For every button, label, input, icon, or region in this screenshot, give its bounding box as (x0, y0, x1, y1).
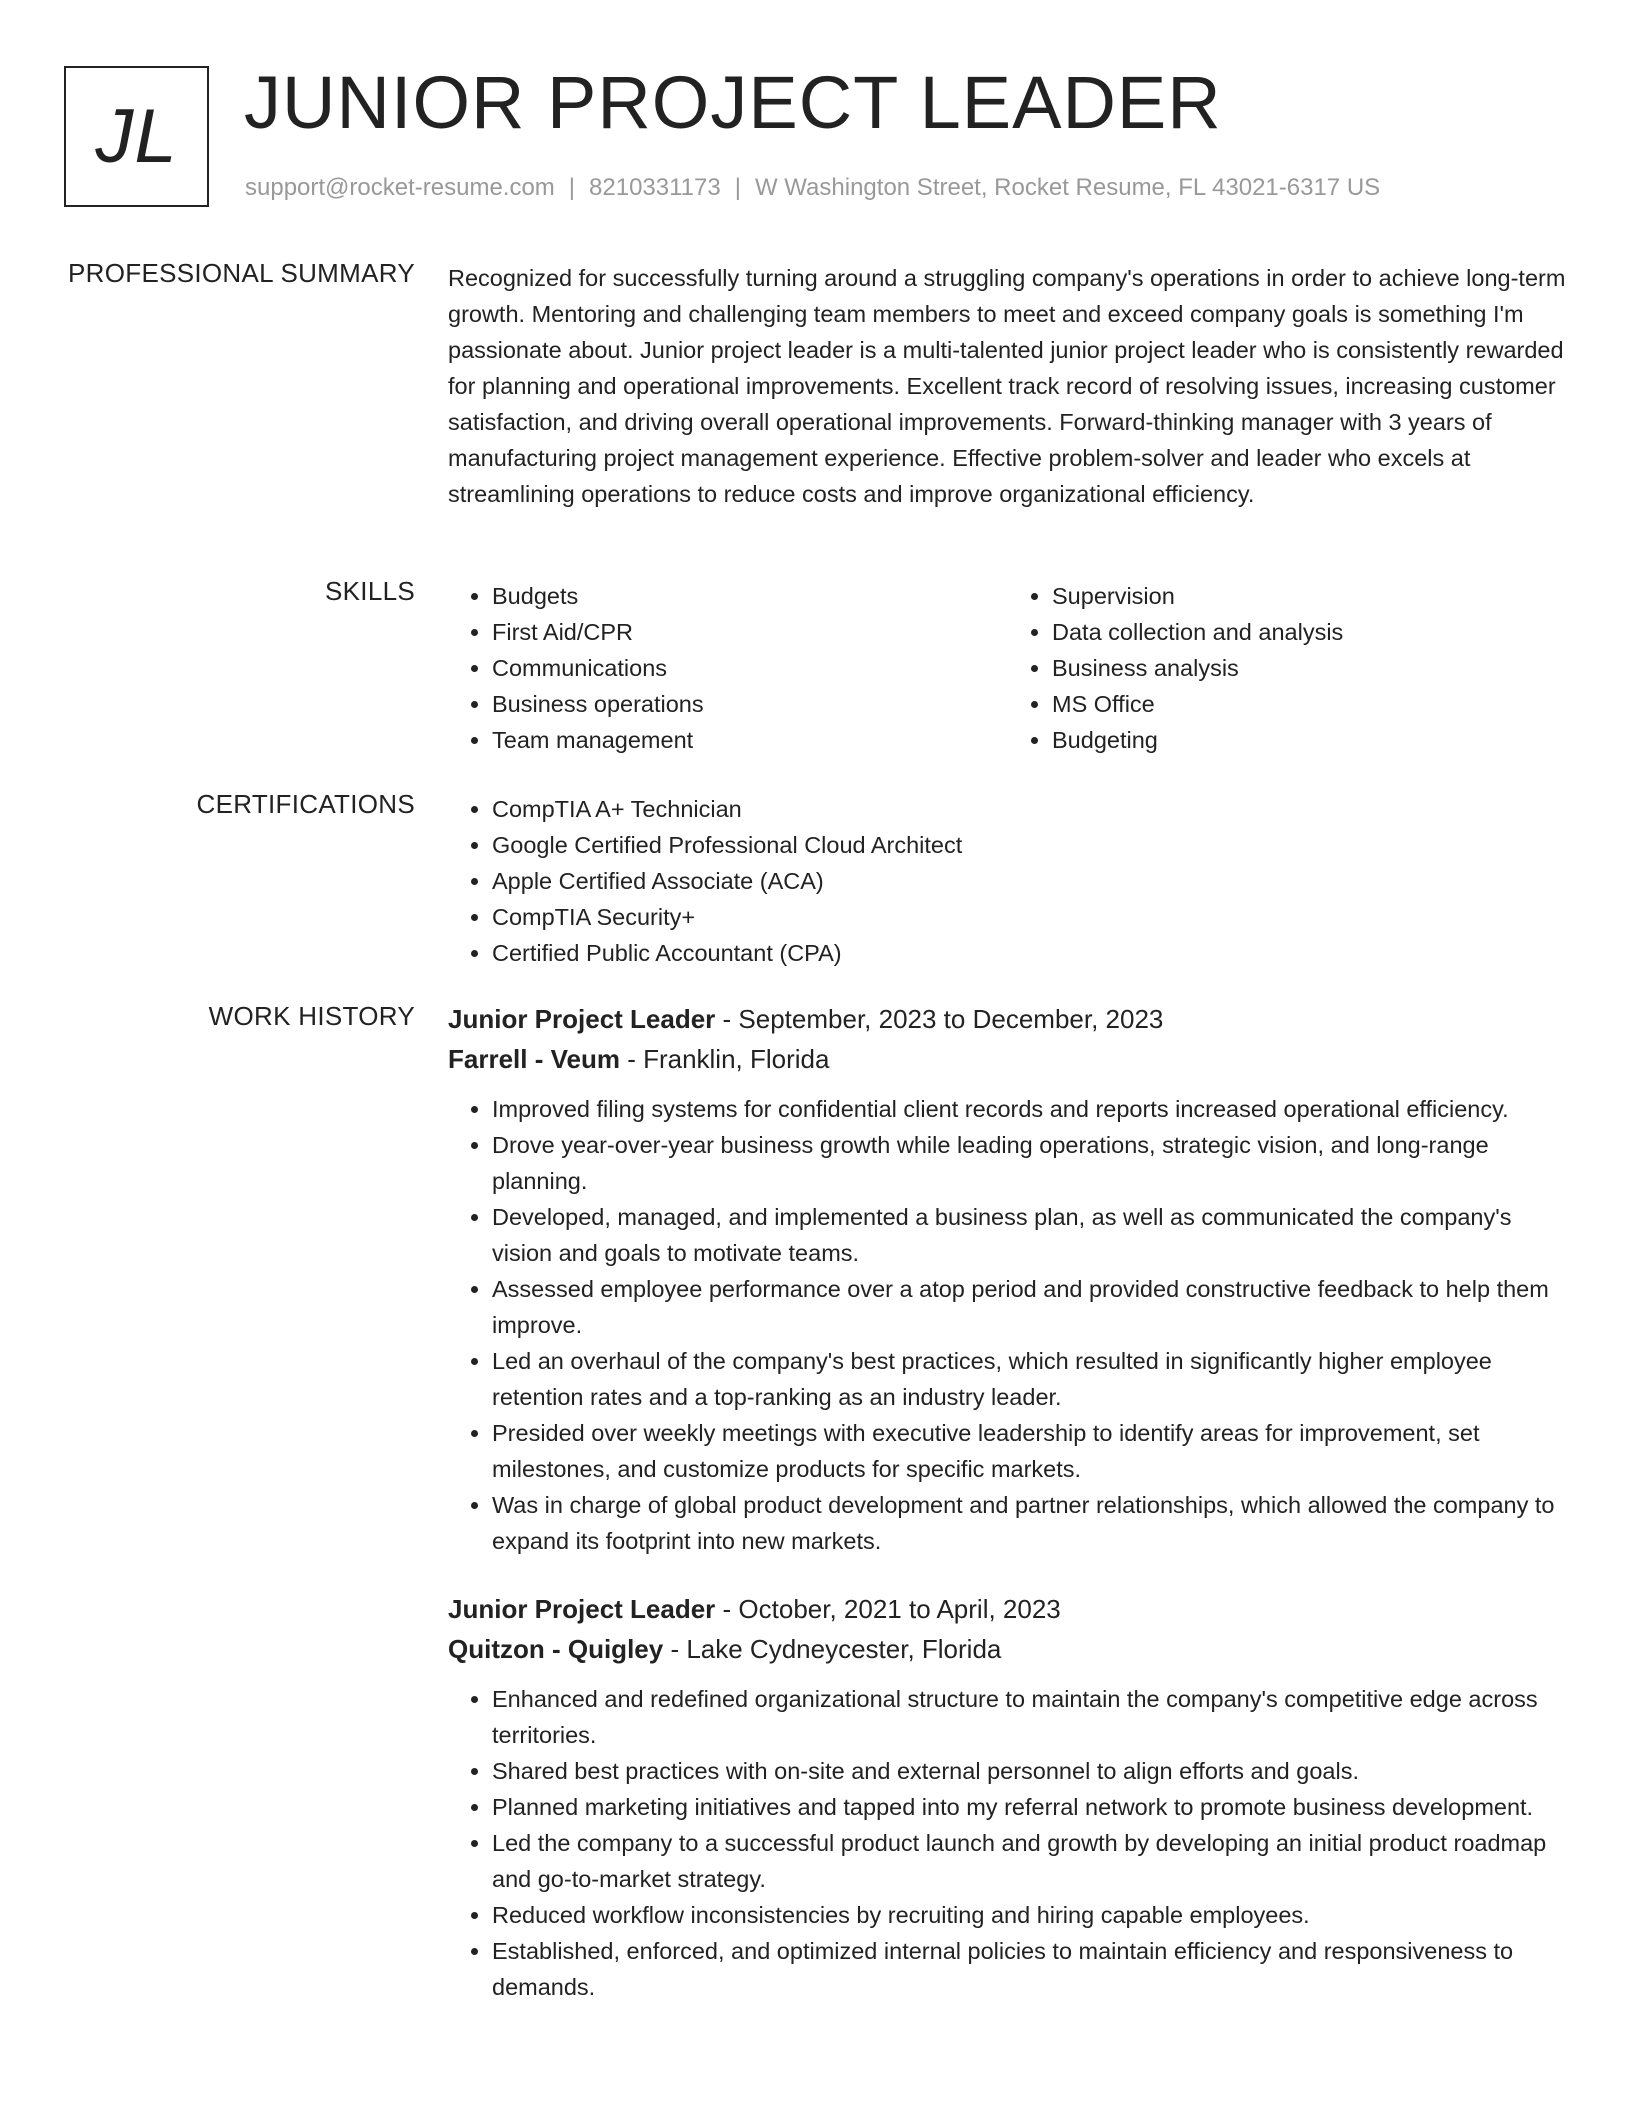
contact-email[interactable]: support@rocket-resume.com (245, 174, 555, 201)
skills-list-left (448, 578, 1008, 758)
job-entry (448, 999, 1568, 1559)
job-bullets (448, 1681, 1568, 2005)
certifications-list (448, 791, 1568, 971)
job-title-line (448, 999, 1568, 1039)
job-bullet: • Presided over weekly meetings with executive leadership to identify areas for improvement, set milestones, and customize products for specific markets. (492, 1415, 1568, 1487)
job-location: - Franklin, Florida (619, 1044, 830, 1074)
page-title: JUNIOR PROJECT LEADER (244, 61, 1222, 144)
job-bullet: • Led the company to a successful product launch and growth by developing an initial product roadmap and go-to-market strategy. (492, 1825, 1568, 1897)
job-title: Junior Project Leader (448, 1594, 716, 1624)
certifications-body (448, 791, 1568, 971)
job-bullet: • Assessed employee performance over a atop period and provided constructive feedback to help them improve. (492, 1271, 1568, 1343)
job-dates: - October, 2021 to April, 2023 (715, 1594, 1061, 1624)
job-bullet: • Led an overhaul of the company's best practices, which resulted in significantly higher employee retention rates and a top-ranking as an industry leader. (492, 1343, 1568, 1415)
contact-phone[interactable]: 8210331173 (589, 174, 721, 201)
contact-address: W Washington Street, Rocket Resume, FL 43021-6317 US (754, 174, 1381, 201)
contact-separator: | (734, 174, 741, 201)
skill-item: • Supervision (1052, 578, 1568, 614)
contact-line (245, 174, 1380, 202)
section-label-work-history: WORK HISTORY (208, 1001, 415, 1031)
job-bullet: • Planned marketing initiatives and tapped into my referral network to promote business development. (492, 1789, 1568, 1825)
certification-item: • CompTIA A+ Technician (492, 791, 1568, 827)
skill-item: • Budgeting (1052, 722, 1568, 758)
job-bullet: • Improved filing systems for confidential client records and reports increased operational efficiency. (492, 1091, 1568, 1127)
job-bullet: • Reduced workflow inconsistencies by recruiting and hiring capable employees. (492, 1897, 1568, 1933)
skill-item: • Communications (492, 650, 1008, 686)
job-bullet: • Developed, managed, and implemented a business plan, as well as communicated the company's vision and goals to motivate teams. (492, 1199, 1568, 1271)
certification-item: • Apple Certified Associate (ACA) (492, 863, 1568, 899)
skill-item: • MS Office (1052, 686, 1568, 722)
work-history-body (448, 999, 1568, 2005)
skills-list-right (1008, 578, 1568, 758)
certification-item: • Google Certified Professional Cloud Architect (492, 827, 1568, 863)
skill-item: • First Aid/CPR (492, 614, 1008, 650)
job-bullets (448, 1091, 1568, 1559)
job-bullet: • Drove year-over-year business growth while leading operations, strategic vision, and long-range planning. (492, 1127, 1568, 1199)
certification-item: • Certified Public Accountant (CPA) (492, 935, 1568, 971)
certification-item: • CompTIA Security+ (492, 899, 1568, 935)
resume-header (64, 61, 1592, 210)
job-title: Junior Project Leader (448, 1004, 716, 1034)
job-bullet: • Enhanced and redefined organizational structure to maintain the company's competitive edge across territories. (492, 1681, 1568, 1753)
job-dates: - September, 2023 to December, 2023 (715, 1004, 1164, 1034)
section-label-certifications: CERTIFICATIONS (196, 789, 415, 819)
job-bullet: • Established, enforced, and optimized internal policies to maintain efficiency and responsiveness to demands. (492, 1933, 1568, 2005)
contact-separator: | (568, 174, 576, 201)
skill-item: • Data collection and analysis (1052, 614, 1568, 650)
job-entry (448, 1589, 1568, 2005)
job-company-line (448, 1039, 1568, 1079)
skill-item: • Business analysis (1052, 650, 1568, 686)
skill-item: • Budgets (492, 578, 1008, 614)
job-bullet: • Was in charge of global product development and partner relationships, which allowed the company to expand its footprint into new markets. (492, 1487, 1568, 1559)
job-company-line (448, 1629, 1568, 1669)
job-company: Quitzon - Quigley (448, 1634, 664, 1664)
skill-item: • Team management (492, 722, 1008, 758)
job-bullet: • Shared best practices with on-site and external personnel to align efforts and goals. (492, 1753, 1568, 1789)
monogram-badge: JL (64, 66, 209, 207)
job-location: - Lake Cydneycester, Florida (663, 1634, 1002, 1664)
summary-text: Recognized for successfully turning around a struggling company's operations in order to achieve long-term growth. Mentoring and challenging team members to meet and exceed company goals is something I'm passionate about. Junior project leader is a multi-talented junior project leader who is consistently rewarded for planning and operational improvements. Excellent track record of resolving issues, increasing customer satisfaction, and driving overall operational improvements. Forward-thinking manager with 3 years of manufacturing project management experience. Effective problem-solver and leader who excels at streamlining operations to reduce costs and improve organizational efficiency. (448, 265, 1566, 507)
skills-columns (448, 578, 1568, 758)
job-company: Farrell - Veum (448, 1044, 620, 1074)
section-label-skills: SKILLS (325, 576, 415, 606)
section-label-summary: PROFESSIONAL SUMMARY (68, 258, 415, 288)
skill-item: • Business operations (492, 686, 1008, 722)
job-title-line (448, 1589, 1568, 1629)
